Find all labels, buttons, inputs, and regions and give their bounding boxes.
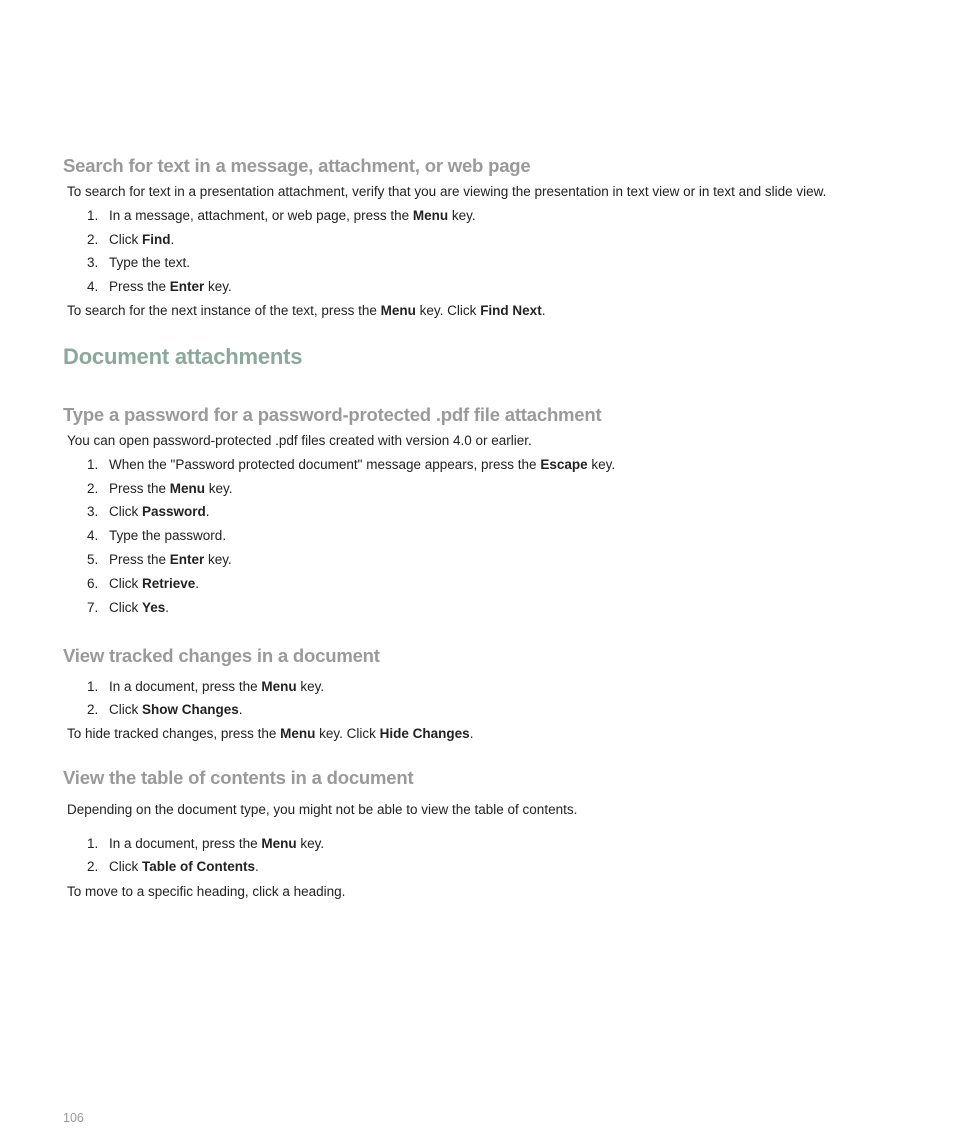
search-tip: To search for the next instance of the text, press the Menu key. Click Find Next. bbox=[67, 303, 546, 318]
chapter-heading: Document attachments bbox=[63, 344, 303, 369]
list-item: 1. In a message, attachment, or web page, press the Menu key. bbox=[87, 208, 476, 223]
list-item: 2. Click Find. bbox=[87, 232, 175, 247]
page-number: 106 bbox=[63, 1111, 84, 1125]
list-item: 7. Click Yes. bbox=[87, 600, 170, 615]
list-item: 4. Type the password. bbox=[87, 528, 227, 543]
toc-intro: Depending on the document type, you might not be able to view the table of contents. bbox=[67, 802, 578, 817]
list-item: 6. Click Retrieve. bbox=[87, 576, 200, 591]
search-intro: To search for text in a presentation attachment, verify that you are viewing the presentation in text view or in text and slide view. bbox=[67, 184, 827, 199]
section-heading-tracked-changes: View tracked changes in a document bbox=[63, 645, 380, 666]
list-item: 3. Type the text. bbox=[87, 255, 191, 270]
password-intro: You can open password-protected .pdf files created with version 4.0 or earlier. bbox=[67, 433, 532, 448]
list-item: 2. Click Show Changes. bbox=[87, 702, 243, 717]
tracked-changes-tip: To hide tracked changes, press the Menu key. Click Hide Changes. bbox=[67, 726, 474, 741]
list-item: 1. When the "Password protected document" message appears, press the Escape key. bbox=[87, 457, 616, 472]
section-heading-table-of-contents: View the table of contents in a document bbox=[63, 767, 414, 788]
section-heading-password: Type a password for a password-protected .pdf file attachment bbox=[63, 404, 602, 425]
list-item: 2. Click Table of Contents. bbox=[87, 859, 259, 874]
section-heading-search: Search for text in a message, attachment, or web page bbox=[63, 155, 531, 176]
list-item: 2. Press the Menu key. bbox=[87, 481, 233, 496]
toc-tip: To move to a specific heading, click a heading. bbox=[67, 884, 346, 899]
list-item: 1. In a document, press the Menu key. bbox=[87, 679, 325, 694]
list-item: 4. Press the Enter key. bbox=[87, 279, 232, 294]
list-item: 3. Click Password. bbox=[87, 504, 210, 519]
list-item: 1. In a document, press the Menu key. bbox=[87, 836, 325, 851]
list-item: 5. Press the Enter key. bbox=[87, 552, 232, 567]
